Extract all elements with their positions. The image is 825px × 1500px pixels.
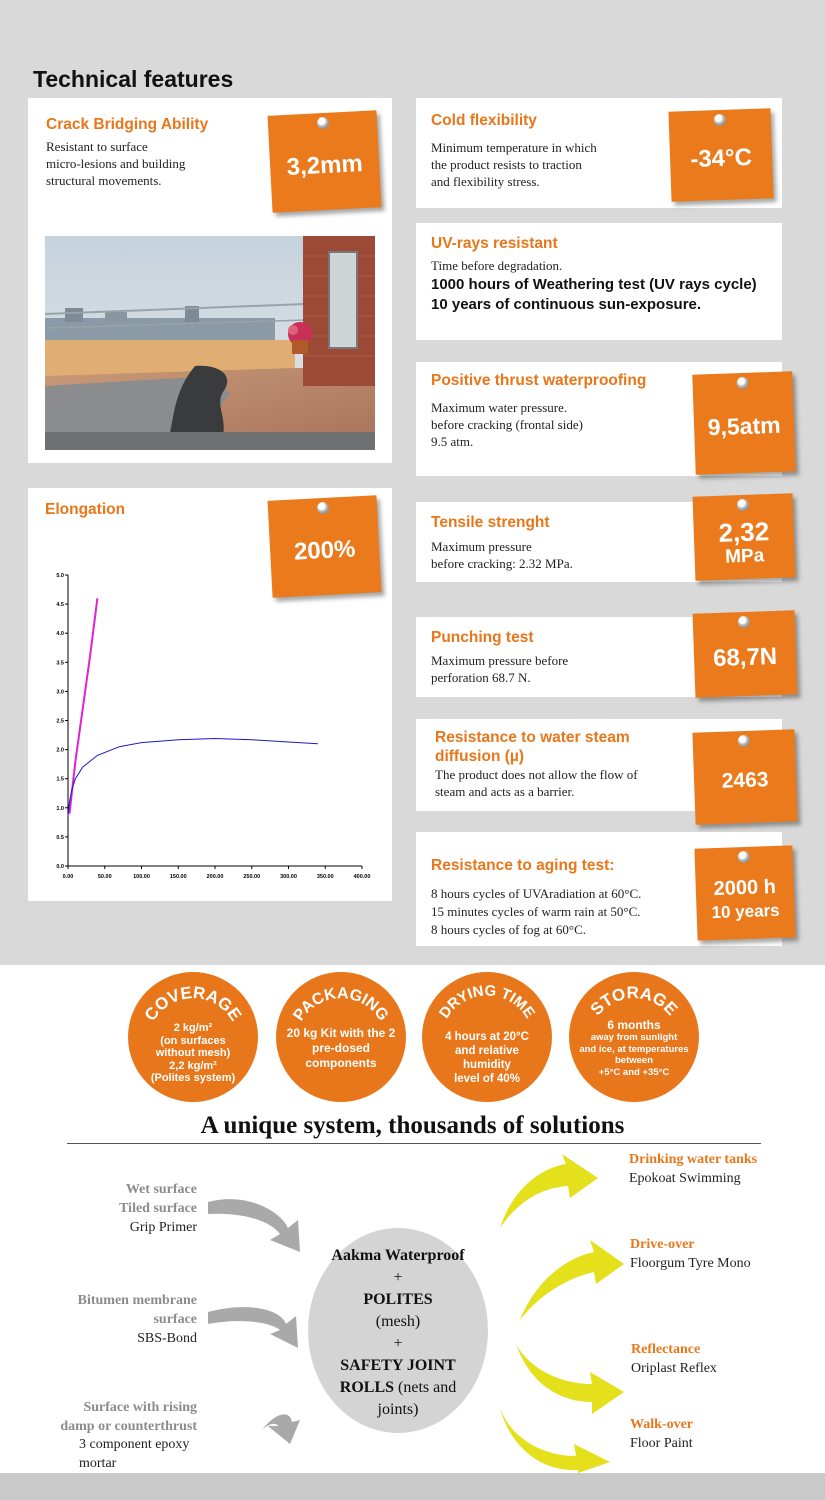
x-tick-label: 350.00: [316, 874, 334, 880]
x-tick-label: 50.00: [97, 874, 112, 880]
crack-title: Crack Bridging Ability: [46, 116, 209, 133]
y-tick-label: 4.5: [56, 602, 64, 609]
x-tick-label: 300.00: [280, 874, 297, 880]
tensile-value-note: [693, 493, 796, 580]
x-tick-label: 400.00: [353, 874, 371, 880]
drying-time-circle: DRYING TIME 4 hours at 20°C and relative humidity level of 40%: [422, 972, 552, 1102]
pin-icon: [738, 851, 750, 863]
aging-description: 8 hours cycles of UVAradiation at 60°C. 15 minutes cycles of warm rain at 50°C. 8 hours cycles of fog at 60°C.: [431, 886, 642, 937]
steam-value: 2463: [721, 768, 769, 793]
svg-text:STORAGE: STORAGE: [586, 983, 682, 1020]
series-line-magenta: [70, 598, 98, 813]
pin-icon: [736, 377, 748, 389]
thrust-value: 9,5atm: [707, 411, 781, 441]
storage-circle: STORAGE 6 months away from sunlight and ice, at temperatures between +5°C and +35°C: [569, 972, 699, 1102]
uv-title: UV-rays resistant: [431, 235, 558, 252]
x-tick-label: 0.00: [62, 874, 74, 880]
steam-title: Resistance to water steam diffusion (µ): [435, 729, 630, 765]
left-item-rising-damp: Surface with rising damp or counterthrust: [60, 1400, 197, 1434]
pin-icon: [714, 114, 726, 126]
x-tick-label: 100.00: [133, 874, 150, 880]
svg-text:DRYING TIME: DRYING TIME: [435, 982, 539, 1022]
y-tick-label: 1.0: [56, 805, 64, 812]
y-tick-label: 3.5: [56, 660, 64, 667]
pin-icon: [737, 499, 749, 511]
cold-value-note: [668, 108, 773, 202]
elongation-title: Elongation: [45, 501, 126, 518]
left-item-rising-damp-product: 3 component epoxy mortar: [79, 1437, 190, 1471]
coverage-circle: COVERAGE 2 kg/m² (on surfaces without mesh) 2,2 kg/m² (Polites system): [128, 972, 258, 1102]
crack-value-note: [268, 110, 382, 213]
uv-description: Time before degradation.: [431, 258, 563, 273]
punching-title: Punching test: [431, 629, 534, 646]
system-core-circle: Aakma Waterproof + POLITES (mesh) + SAFETY JOINT ROLLS (nets and joints): [308, 1228, 488, 1433]
right-item-reflectance: Reflectance Oriplast Reflex: [631, 1342, 717, 1376]
right-item-drive-over: Drive-over Floorgum Tyre Mono: [630, 1237, 751, 1271]
aging-value-note: [694, 845, 795, 940]
aging-value-years: 10 years: [711, 900, 780, 922]
tensile-unit: MPa: [724, 544, 765, 568]
y-tick-label: 5.0: [56, 573, 64, 579]
right-item-walk-over: Walk-over Floor Paint: [630, 1417, 693, 1451]
terrace-photo: [45, 236, 375, 450]
svg-text:COVERAGE: COVERAGE: [140, 982, 246, 1025]
y-tick-label: 0.5: [56, 834, 64, 841]
section-title: Technical features: [33, 66, 234, 92]
steam-description: The product does not allow the flow of steam and acts as a barrier.: [435, 767, 638, 799]
crack-description: Resistant to surface micro-lesions and building structural movements.: [46, 139, 186, 188]
thrust-title: Positive thrust waterproofing: [431, 372, 647, 389]
cold-value: -34°C: [689, 144, 753, 174]
x-tick-label: 200.00: [206, 874, 224, 880]
x-tick-label: 150.00: [169, 874, 187, 880]
yellow-arrows: [500, 1154, 624, 1473]
cold-title: Cold flexibility: [431, 112, 537, 129]
x-tick-label: 250.00: [243, 874, 261, 880]
y-tick-label: 2.0: [56, 747, 64, 754]
aging-title: Resistance to aging test:: [431, 857, 615, 874]
gray-arrows: [208, 1199, 300, 1444]
punching-description: Maximum pressure before perforation 68.7 N.: [431, 653, 569, 685]
y-tick-label: 1.5: [56, 776, 64, 783]
thrust-description: Maximum water pressure. before cracking (frontal side) 9.5 atm.: [431, 400, 583, 449]
y-tick-label: 0.0: [56, 864, 64, 870]
elongation-value: 200%: [293, 535, 357, 566]
punching-value-note: [693, 610, 798, 698]
thrust-value-note: [692, 371, 795, 474]
right-item-drinking-water: Drinking water tanks Epokoat Swimming: [629, 1152, 758, 1186]
left-item-wet-surface: Wet surface Tiled surface Grip Primer: [119, 1182, 197, 1235]
series-line-blue: [68, 739, 318, 817]
tensile-value: 2,32: [718, 516, 770, 549]
y-tick-label: 4.0: [56, 631, 64, 638]
steam-value-note: [692, 729, 797, 825]
packaging-circle: PACKAGING 20 kg Kit with the 2 pre-dosed components: [276, 972, 406, 1102]
footer-bar: [0, 1473, 825, 1500]
y-tick-label: 3.0: [56, 689, 64, 696]
aging-value: 2000 h: [713, 875, 777, 900]
cold-description: Minimum temperature in which the product resists to traction and flexibility stress.: [431, 140, 597, 189]
uv-highlights: 1000 hours of Weathering test (UV rays cycle) 10 years of continuous sun-exposure.: [431, 276, 757, 313]
y-tick-label: 2.5: [56, 718, 64, 725]
punching-value: 68,7N: [712, 643, 778, 673]
pin-icon: [738, 616, 750, 628]
tensile-description: Maximum pressure before cracking: 2.32 MPa.: [431, 539, 573, 571]
elongation-chart: [30, 565, 390, 895]
pin-icon: [738, 735, 750, 747]
pin-icon: [316, 502, 329, 515]
crack-value: 3,2mm: [286, 149, 364, 181]
tensile-title: Tensile strenght: [431, 514, 550, 531]
system-title: A unique system, thousands of solutions: [200, 1112, 625, 1139]
svg-text:PACKAGING: PACKAGING: [290, 985, 392, 1025]
left-item-bitumen: Bitumen membrane surface SBS-Bond: [77, 1293, 197, 1346]
pin-icon: [316, 117, 329, 130]
